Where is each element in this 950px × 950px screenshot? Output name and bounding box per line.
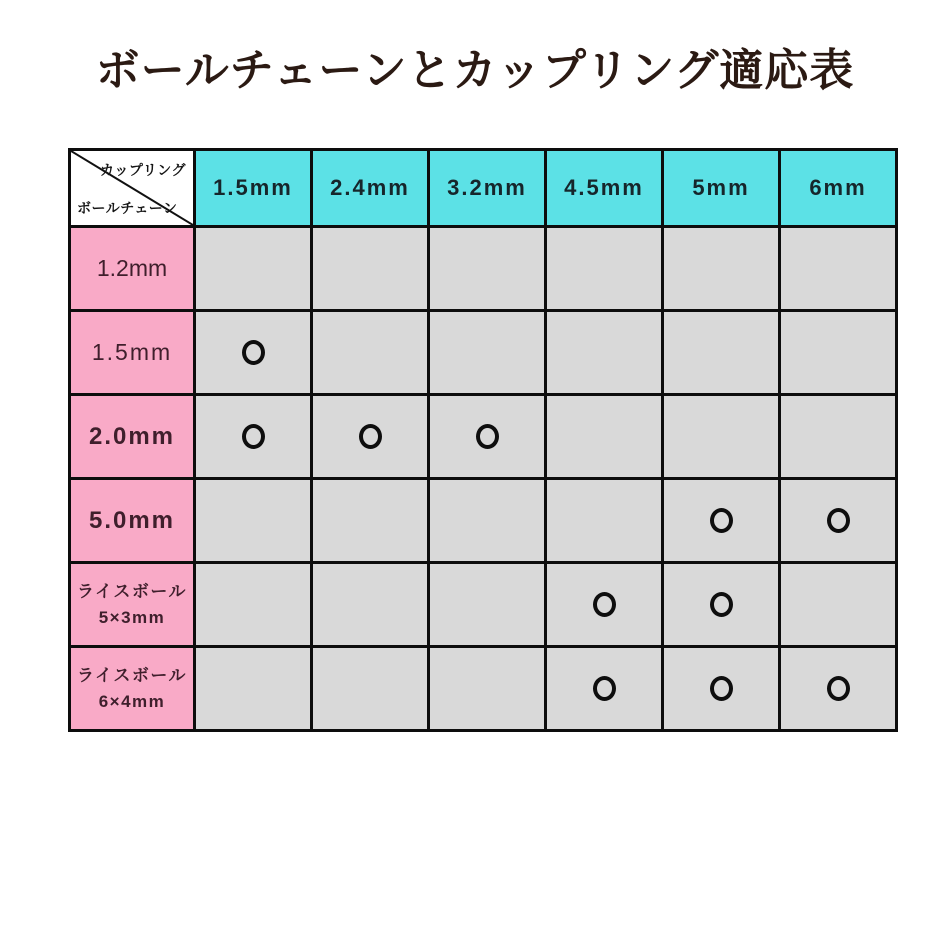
compat-cell-r6-c6 — [781, 648, 895, 729]
compat-cell-r6-c3 — [430, 648, 544, 729]
row-header-label-line: 1.5mm — [91, 339, 173, 366]
compat-cell-r4-c5 — [664, 480, 778, 561]
circle-mark-icon — [359, 424, 382, 449]
compat-cell-r2-c1 — [196, 312, 310, 393]
row-header-2 — [71, 312, 193, 393]
compat-cell-r2-c6 — [781, 312, 895, 393]
compat-cell-r5-c6 — [781, 564, 895, 645]
compat-cell-r1-c6 — [781, 228, 895, 309]
circle-mark-icon — [710, 676, 733, 701]
compat-cell-r4-c4 — [547, 480, 661, 561]
compatibility-table — [68, 148, 898, 732]
row-header-4 — [71, 480, 193, 561]
column-header-2: 2.4mm — [313, 151, 427, 225]
compat-cell-r6-c5 — [664, 648, 778, 729]
corner-header-cell — [71, 151, 193, 225]
row-header-6 — [71, 648, 193, 729]
circle-mark-icon — [827, 508, 850, 533]
compat-cell-r3-c3 — [430, 396, 544, 477]
row-header-label-line: 1.2mm — [96, 255, 168, 282]
circle-mark-icon — [593, 676, 616, 701]
compat-cell-r3-c6 — [781, 396, 895, 477]
column-header-3: 3.2mm — [430, 151, 544, 225]
compat-cell-r6-c2 — [313, 648, 427, 729]
row-header-label-line: 5.0mm — [88, 506, 176, 534]
compat-cell-r5-c1 — [196, 564, 310, 645]
row-header-3 — [71, 396, 193, 477]
compat-cell-r3-c5 — [664, 396, 778, 477]
compat-cell-r2-c3 — [430, 312, 544, 393]
row-header-label-line: ライスボール — [77, 582, 187, 601]
compat-cell-r6-c4 — [547, 648, 661, 729]
compat-cell-r5-c2 — [313, 564, 427, 645]
circle-mark-icon — [476, 424, 499, 449]
compat-cell-r2-c5 — [664, 312, 778, 393]
compat-cell-r4-c1 — [196, 480, 310, 561]
page-title: ボールチェーンとカップリング適応表 — [95, 46, 855, 95]
circle-mark-icon — [593, 592, 616, 617]
circle-mark-icon — [242, 340, 265, 365]
compat-cell-r3-c4 — [547, 396, 661, 477]
compat-cell-r5-c5 — [664, 564, 778, 645]
row-header-1 — [71, 228, 193, 309]
circle-mark-icon — [710, 592, 733, 617]
compat-cell-r1-c1 — [196, 228, 310, 309]
circle-mark-icon — [710, 508, 733, 533]
compat-cell-r1-c3 — [430, 228, 544, 309]
column-header-6: 6mm — [781, 151, 895, 225]
row-header-5 — [71, 564, 193, 645]
column-header-5: 5mm — [664, 151, 778, 225]
row-header-label-line: ライスボール — [77, 666, 187, 685]
compat-cell-r4-c2 — [313, 480, 427, 561]
compat-cell-r2-c2 — [313, 312, 427, 393]
compat-cell-r5-c3 — [430, 564, 544, 645]
compat-cell-r4-c6 — [781, 480, 895, 561]
corner-coupling-label: カップリング — [99, 162, 186, 178]
compat-cell-r5-c4 — [547, 564, 661, 645]
compat-cell-r1-c2 — [313, 228, 427, 309]
compat-cell-r1-c4 — [547, 228, 661, 309]
compat-cell-r6-c1 — [196, 648, 310, 729]
compat-cell-r1-c5 — [664, 228, 778, 309]
row-header-label-line: 5×3mm — [98, 607, 166, 627]
circle-mark-icon — [827, 676, 850, 701]
row-header-label-line: 6×4mm — [98, 691, 166, 711]
column-header-1: 1.5mm — [196, 151, 310, 225]
compat-cell-r3-c1 — [196, 396, 310, 477]
corner-ballchain-label: ボールチェーン — [77, 200, 178, 216]
compat-cell-r3-c2 — [313, 396, 427, 477]
compat-cell-r4-c3 — [430, 480, 544, 561]
compat-cell-r2-c4 — [547, 312, 661, 393]
circle-mark-icon — [242, 424, 265, 449]
row-header-label-line: 2.0mm — [88, 422, 176, 450]
column-header-4: 4.5mm — [547, 151, 661, 225]
